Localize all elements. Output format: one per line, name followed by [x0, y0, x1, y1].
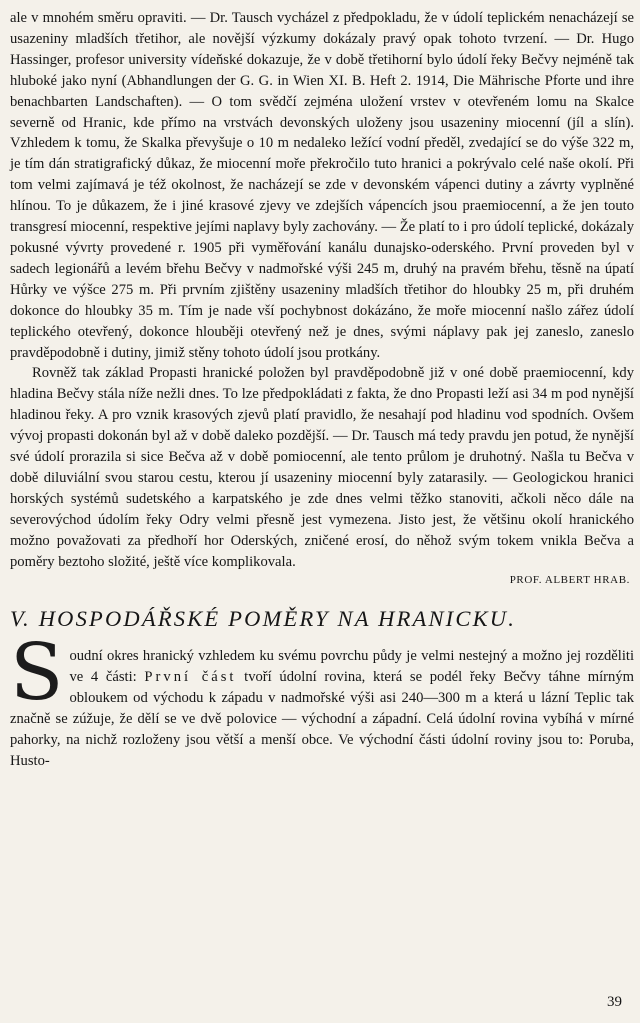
- emphasized-phrase: První část: [144, 669, 237, 686]
- drop-cap: S: [10, 628, 64, 719]
- section-paragraph: [10, 628, 634, 771]
- page-content: [10, 8, 634, 772]
- section-text-start: oudní okres hranický vzhledem ku svému povrchu půdy je velmi nestejný a možno jej rozděliti ve 4 části:: [69, 648, 634, 686]
- section-body: [10, 628, 634, 771]
- article-paragraph: ale v mnohém směru opraviti. — Dr. Tausch vycházel z předpokladu, že v údolí teplickém nenacházejí se usazeniny mladších třetihor, ale novější výzkumy dokázaly pravý opak tohoto tvrzení. — Dr. Hugo Hassinger, profesor university vídeňské dokazuje, že v době třetihorní bylo údolí řeky Bečvy nejméně tak hluboké jako nyní (Abhandlungen der G. G. in Wien XI. B. Heft 2. 1914, Die Mährische Pforte und ihre benachbarten Landschaften). — O tom svědčí zejména uložení vrstev v otevřeném lomu na Skalce severně od Hranic, kde přímo na vrstvách devonských uloženy jsou usazeniny miocenní (jíl a slín). Vzhledem k tomu, že Skalka převyšuje o 10 m nedaleko ležící vodní předěl, zvedající se do výše 322 m, je tím dán stratigrafický důkaz, že miocenní moře překročilo tuto hranici a pokrývalo celé naše okolí. Při tom velmi zajímavá je též okolnost, že nacházejí se zde v devonském vápenci dutiny a závrty vyplněné hlínou. To je důkazem, že i jiné krasové zjevy ve zdejších vápencích jsou praemiocenní, a že jen touto transgresí miocenní, respektive jejími naplavy byly zachovány. — Že platí to i pro údolí teplické, dokázaly pokusné vývrty provedené r. 1905 při vyměřování kanálu dunajsko-oderského. První proveden byl v sadech legionářů a levém břehu Bečvy v nadmořské výši 245 m, druhý na pravém břehu, těsně na úpatí Hůrky ve výšce 275 m. Při prvním zjištěny usazeniny mladších třetihor do hloubky 25 m, při druhém dokonce do hloubky 35 m. Tím je nade vší pochybnost dokázáno, že moře miocenní našlo zářez údolí teplického otevřený, dokonce hlouběji otevřený než je dnes, svými náplavy pak jej zaneslo, zaneslo pravděpodobně i dutiny, jimiž stěny tohoto údolí jsou protkány.: [10, 10, 634, 361]
- page-number: 39: [607, 994, 622, 1010]
- author-signature: PROF. ALBERT HRAB.: [509, 574, 630, 587]
- section-text-rest: tvoří údolní rovina, která se podél řeky Bečvy táhne mírným obloukem od východu k západu v nadmořské výši asi 240—300 m a která u lázní Teplic tak značně se zúžuje, že dělí se ve dvě polovice — východní a západní. Celá údolní rovina vybíhá v mírné pahorky, na nichž rozloženy jsou větší a menší obce. Ve východní části údolní roviny jsou to: Poruba, Husto-: [10, 669, 634, 769]
- section-heading: V. HOSPODÁŘSKÉ POMĚRY NA HRANICKU.: [10, 606, 517, 632]
- article-paragraph: Rovněž tak základ Propasti hranické položen byl pravděpodobně již v oné době praemiocenní, kdy hladina Bečvy stála níže nežli dnes. To lze předpokládati z fakta, že dno Propasti leží asi 34 m pod nynější hladinou řeky. A pro vznik krasových zjevů platí pravidlo, že nesahají pod hladinu vod spodních. Ovšem vývoj propasti dokonán byl až v době daleko pozdější. — Dr. Tausch má tedy pravdu jen potud, že nynější své údolí prorazila si sice Bečva až v době pomiocenní, ale tento průlom je druhotný. Našla tu Bečva v době diluviální svou starou cestu, kterou jí usazeniny miocenní byly zatarasily. — Geologickou hranici horských systémů sudetského a karpatského je zde dnes velmi těžko stanoviti, ačkoli něco dále na severovýchod údolím řeky Odry velmi přesně jest vymezena. Jisto jest, že většinu okolí hranického možno považovati za předhoří hor Oderských, zničené erosí, do něhož svým tokem vnikla Bečva a poměry beztoho složité, ještě více komplikovala.: [10, 365, 634, 570]
